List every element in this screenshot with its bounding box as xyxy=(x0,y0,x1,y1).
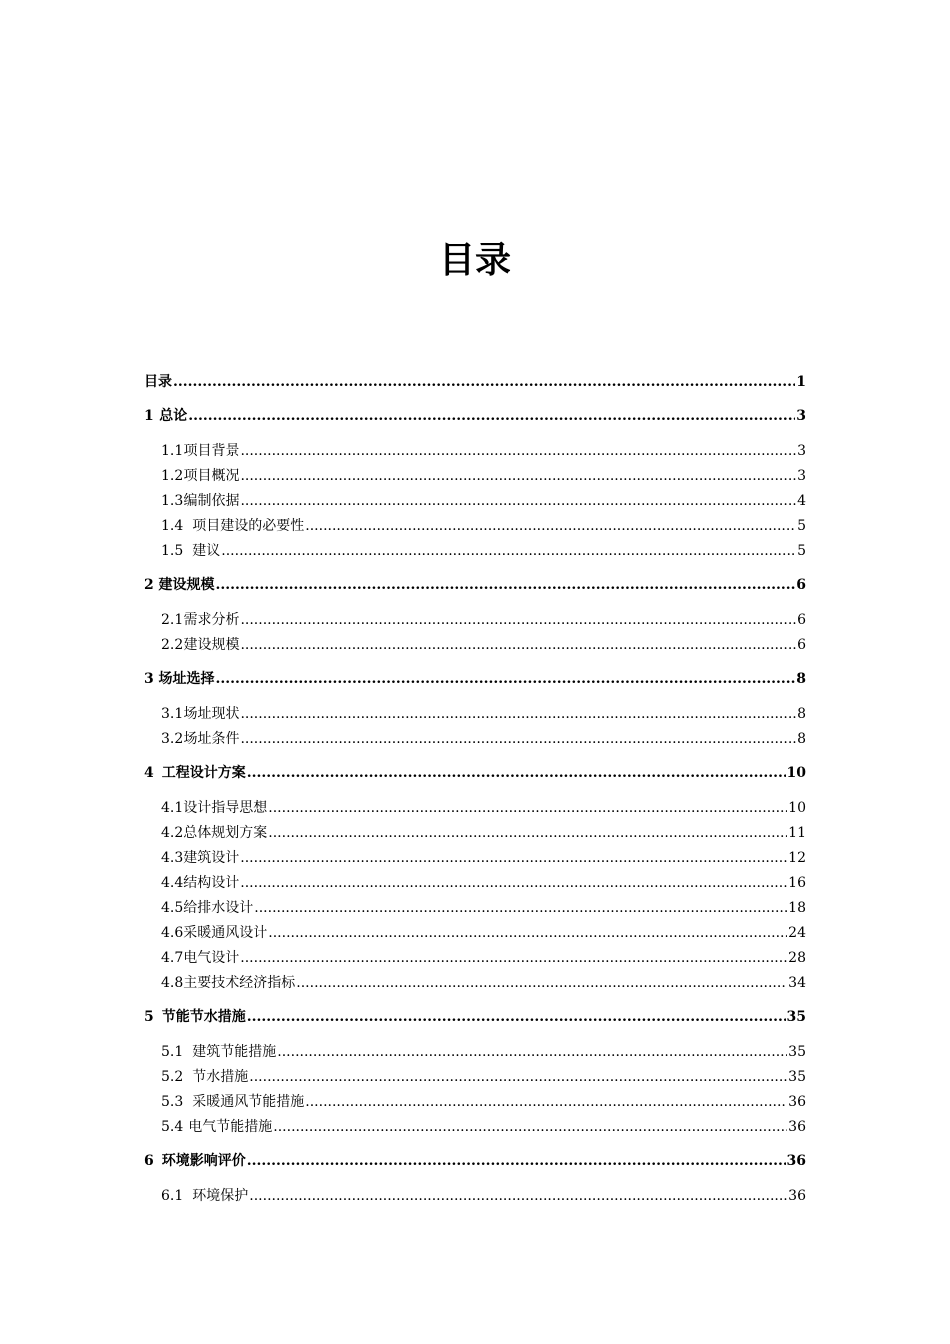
toc-entry-page-number: 10 xyxy=(786,765,806,781)
toc-entry-label: 场址条件 xyxy=(183,730,240,747)
toc-entry-number: 1 xyxy=(144,408,154,424)
toc-entry-number: 4.7 xyxy=(161,949,184,966)
toc-section-entry[interactable] xyxy=(144,921,806,946)
toc-entry-page-number: 8 xyxy=(797,705,806,722)
toc-entry-label: 给排水设计 xyxy=(183,899,254,916)
toc-entry-page-number: 1 xyxy=(796,373,806,390)
toc-entry-page-number: 36 xyxy=(788,1187,806,1204)
toc-entry-number: 2 xyxy=(144,577,154,593)
toc-entry-number: 5.2 xyxy=(161,1068,184,1085)
toc-section-entry[interactable] xyxy=(144,1040,806,1065)
toc-entry-label: 总体规划方案 xyxy=(183,824,268,841)
toc-entry-number: 5.4 xyxy=(161,1118,184,1135)
toc-chapter-entry[interactable] xyxy=(144,404,806,429)
toc-entry-page-number: 5 xyxy=(797,517,806,534)
toc-dot-leader xyxy=(305,1090,787,1115)
toc-section-entry[interactable] xyxy=(144,971,806,996)
toc-section-entry[interactable] xyxy=(144,1184,806,1209)
toc-entry-number: 3.1 xyxy=(161,705,184,722)
toc-entry-label: 结构设计 xyxy=(183,874,240,891)
toc-entry-label: 建筑节能措施 xyxy=(192,1043,277,1060)
toc-chapter-entry[interactable] xyxy=(144,1005,806,1030)
toc-section-entry[interactable] xyxy=(144,702,806,727)
toc-entry-page-number: 3 xyxy=(797,442,806,459)
toc-dot-leader xyxy=(273,1115,787,1140)
toc-entry-page-number: 35 xyxy=(788,1043,806,1060)
toc-section-entry[interactable] xyxy=(144,946,806,971)
toc-entry-page-number: 4 xyxy=(797,492,806,509)
toc-entry-number: 1.3 xyxy=(161,492,184,509)
toc-entry-page-number: 12 xyxy=(788,849,806,866)
toc-entry-label: 设计指导思想 xyxy=(183,799,268,816)
toc-entry-label: 建筑设计 xyxy=(183,849,240,866)
toc-entry-page-number: 34 xyxy=(788,974,806,991)
toc-entry-label: 节能节水措施 xyxy=(161,1009,246,1025)
toc-entry-label: 项目建设的必要性 xyxy=(192,517,305,534)
toc-entry-number: 4.8 xyxy=(161,974,184,991)
toc-entry-number: 4.4 xyxy=(161,874,184,891)
toc-chapter-entry[interactable] xyxy=(144,1149,806,1174)
toc-entry-number: 4.1 xyxy=(161,799,184,816)
toc-entry-label: 项目概况 xyxy=(183,467,240,484)
toc-section-entry[interactable] xyxy=(144,821,806,846)
toc-section-entry[interactable] xyxy=(144,871,806,896)
toc-entry-label: 编制依据 xyxy=(183,492,240,509)
toc-entry-page-number: 16 xyxy=(788,874,806,891)
toc-dot-leader xyxy=(240,871,787,896)
toc-entry-page-number: 36 xyxy=(788,1118,806,1135)
toc-entry-number: 6.1 xyxy=(161,1187,184,1204)
toc-dot-leader xyxy=(188,404,795,429)
toc-entry-page-number: 5 xyxy=(797,542,806,559)
toc-section-entry[interactable] xyxy=(144,539,806,564)
toc-entry-label: 工程设计方案 xyxy=(161,765,246,781)
toc-entry-number: 1.5 xyxy=(161,542,184,559)
toc-entry-number: 2.1 xyxy=(161,611,184,628)
toc-entry-label: 项目背景 xyxy=(183,442,240,459)
table-of-contents xyxy=(144,360,806,1209)
toc-entry-page-number: 6 xyxy=(797,636,806,653)
toc-entry-number: 1.1 xyxy=(161,442,184,459)
toc-dot-leader xyxy=(216,667,796,692)
toc-dot-leader xyxy=(216,573,796,598)
toc-section-entry[interactable] xyxy=(144,1115,806,1140)
toc-dot-leader xyxy=(268,821,787,846)
toc-entry-page-number: 10 xyxy=(788,799,806,816)
toc-dot-leader xyxy=(240,702,796,727)
toc-entry-label: 建议 xyxy=(192,542,221,559)
toc-entry-number: 6 xyxy=(144,1153,154,1169)
toc-dot-leader xyxy=(268,921,787,946)
toc-entry-page-number: 3 xyxy=(796,408,806,424)
toc-entry-number: 3.2 xyxy=(161,730,184,747)
toc-entry-page-number: 36 xyxy=(786,1153,806,1169)
toc-entry-page-number: 28 xyxy=(788,949,806,966)
toc-entry-number: 1.4 xyxy=(161,517,184,534)
toc-dot-leader xyxy=(268,796,787,821)
toc-entry-page-number: 18 xyxy=(788,899,806,916)
toc-dot-leader xyxy=(247,1005,786,1030)
toc-entry-label: 场址现状 xyxy=(183,705,240,722)
toc-entry-label: 场址选择 xyxy=(158,671,215,687)
toc-entry-label: 采暖通风设计 xyxy=(183,924,268,941)
toc-entry-label: 采暖通风节能措施 xyxy=(192,1093,305,1110)
toc-chapter-entry[interactable] xyxy=(144,370,806,395)
toc-entry-number: 1.2 xyxy=(161,467,184,484)
toc-section-entry[interactable] xyxy=(144,514,806,539)
toc-entry-page-number: 6 xyxy=(796,577,806,593)
toc-dot-leader xyxy=(240,464,796,489)
toc-entry-number: 5.3 xyxy=(161,1093,184,1110)
toc-entry-page-number: 8 xyxy=(797,730,806,747)
toc-dot-leader xyxy=(240,489,796,514)
toc-section-entry[interactable] xyxy=(144,464,806,489)
toc-entry-label: 环境保护 xyxy=(192,1187,249,1204)
toc-entry-label: 主要技术经济指标 xyxy=(183,974,296,991)
page-title: 目录 xyxy=(438,240,511,281)
toc-chapter-entry[interactable] xyxy=(144,667,806,692)
toc-chapter-entry[interactable] xyxy=(144,573,806,598)
toc-entry-page-number: 24 xyxy=(788,924,806,941)
toc-dot-leader xyxy=(247,761,786,786)
toc-entry-label: 电气设计 xyxy=(183,949,240,966)
toc-dot-leader xyxy=(305,514,796,539)
toc-entry-label: 环境影响评价 xyxy=(161,1153,246,1169)
toc-entry-number: 5.1 xyxy=(161,1043,184,1060)
toc-entry-number: 2.2 xyxy=(161,636,184,653)
toc-dot-leader xyxy=(247,1149,786,1174)
toc-dot-leader xyxy=(221,539,796,564)
toc-dot-leader xyxy=(249,1184,787,1209)
toc-dot-leader xyxy=(254,896,787,921)
toc-entry-number: 4.3 xyxy=(161,849,184,866)
toc-entry-label: 建设规模 xyxy=(158,577,215,593)
toc-dot-leader xyxy=(240,608,796,633)
toc-entry-number: 4.6 xyxy=(161,924,184,941)
toc-entry-number: 3 xyxy=(144,671,154,687)
toc-dot-leader xyxy=(173,370,795,395)
toc-section-entry[interactable] xyxy=(144,489,806,514)
toc-entry-page-number: 3 xyxy=(797,467,806,484)
toc-entry-label: 电气节能措施 xyxy=(188,1118,273,1135)
toc-dot-leader xyxy=(240,439,796,464)
toc-section-entry[interactable] xyxy=(144,439,806,464)
toc-entry-number: 4.5 xyxy=(161,899,184,916)
toc-section-entry[interactable] xyxy=(144,846,806,871)
toc-entry-page-number: 8 xyxy=(796,671,806,687)
toc-dot-leader xyxy=(240,727,796,752)
toc-chapter-entry[interactable] xyxy=(144,761,806,786)
toc-dot-leader xyxy=(296,971,787,996)
toc-entry-label: 建设规模 xyxy=(183,636,240,653)
toc-entry-page-number: 36 xyxy=(788,1093,806,1110)
toc-dot-leader xyxy=(249,1065,787,1090)
toc-section-entry[interactable] xyxy=(144,896,806,921)
toc-section-entry[interactable] xyxy=(144,1065,806,1090)
toc-entry-label: 总论 xyxy=(159,408,188,424)
toc-entry-label: 目录 xyxy=(144,373,172,390)
toc-entry-label: 节水措施 xyxy=(192,1068,249,1085)
toc-entry-page-number: 11 xyxy=(788,824,806,841)
toc-section-entry[interactable] xyxy=(144,633,806,658)
toc-entry-number: 5 xyxy=(144,1009,154,1025)
toc-dot-leader xyxy=(240,846,787,871)
toc-section-entry[interactable] xyxy=(144,796,806,821)
toc-dot-leader xyxy=(277,1040,787,1065)
toc-section-entry[interactable] xyxy=(144,608,806,633)
toc-dot-leader xyxy=(240,633,796,658)
toc-entry-number: 4 xyxy=(144,765,154,781)
toc-entry-page-number: 6 xyxy=(797,611,806,628)
toc-entry-label: 需求分析 xyxy=(183,611,240,628)
toc-entry-number: 4.2 xyxy=(161,824,184,841)
toc-entry-page-number: 35 xyxy=(788,1068,806,1085)
toc-section-entry[interactable] xyxy=(144,727,806,752)
toc-section-entry[interactable] xyxy=(144,1090,806,1115)
toc-entry-page-number: 35 xyxy=(786,1009,806,1025)
toc-dot-leader xyxy=(240,946,787,971)
